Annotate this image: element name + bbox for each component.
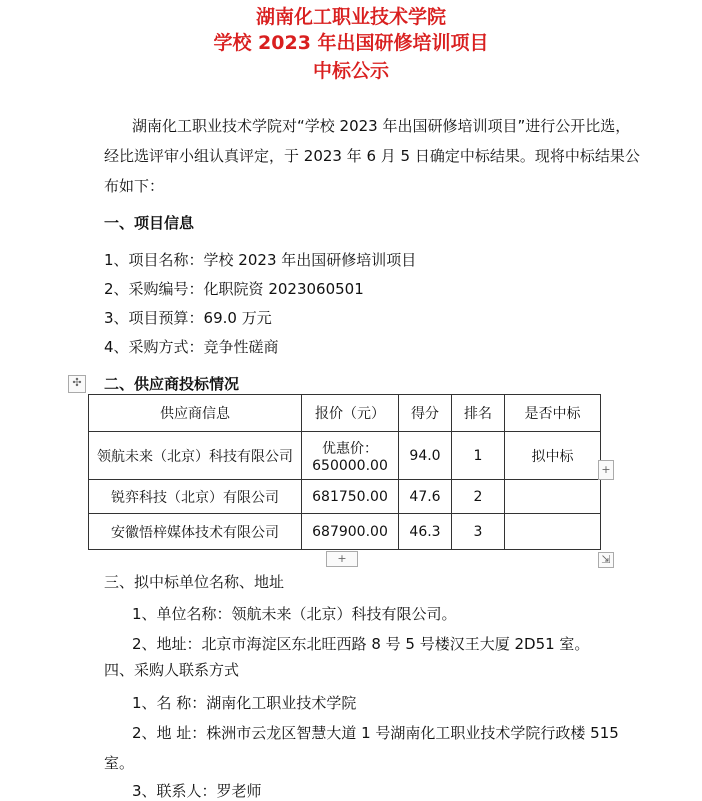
project-budget: 3、项目预算：69.0 万元 <box>104 309 272 327</box>
table-row <box>89 432 601 480</box>
price-label: 优惠价： <box>322 440 378 457</box>
title-line-3: 中标公示 <box>312 60 389 82</box>
intro-line-3: 布如下： <box>104 177 165 195</box>
table-header-row <box>89 395 601 432</box>
score-cell: 94.0 <box>399 432 452 480</box>
supplier-cell: 领航未来（北京）科技有限公司 <box>89 432 302 480</box>
supplier-cell: 安徽悟梓媒体技术有限公司 <box>89 514 302 550</box>
section-heading-bids: 二、供应商投标情况 <box>104 375 240 393</box>
price-cell: 681750.00 <box>302 480 399 514</box>
header-price: 报价（元） <box>302 395 399 432</box>
winner-cell <box>505 514 601 550</box>
purchaser-address: 2、地 址：株洲市云龙区智慧大道 1 号湖南化工职业技术学院行政楼 515 <box>132 724 619 742</box>
rank-cell: 3 <box>452 514 505 550</box>
title-line-1: 湖南化工职业技术学院 <box>255 6 446 28</box>
section-heading-project-info: 一、项目信息 <box>104 214 195 232</box>
intro-line-2: 经比选评审小组认真评定，于 2023 年 6 月 5 日确定中标结果。现将中标结果公 <box>104 147 640 165</box>
bid-table <box>88 394 601 550</box>
score-cell: 46.3 <box>399 514 452 550</box>
purchaser-address-cont: 室。 <box>104 754 135 772</box>
score-cell: 47.6 <box>399 480 452 514</box>
add-column-button[interactable]: + <box>598 460 614 480</box>
header-rank: 排名 <box>452 395 505 432</box>
table-row <box>89 514 601 550</box>
winner-address: 2、地址：北京市海淀区东北旺西路 8 号 5 号楼汉王大厦 2D51 室。 <box>132 635 590 653</box>
procurement-number: 2、采购编号：化职院资 2023060501 <box>104 280 364 298</box>
purchaser-contact: 3、联系人：罗老师 <box>132 782 262 800</box>
procurement-method: 4、采购方式：竞争性磋商 <box>104 338 279 356</box>
section-heading-winner: 三、拟中标单位名称、地址 <box>104 573 285 591</box>
project-name: 1、项目名称：学校 2023 年出国研修培训项目 <box>104 251 417 269</box>
price-value: 650000.00 <box>312 457 388 474</box>
intro-line-1: 湖南化工职业技术学院对“学校 2023 年出国研修培训项目”进行公开比选， <box>132 117 631 135</box>
winner-cell <box>505 480 601 514</box>
title-line-2: 学校 2023 年出国研修培训项目 <box>213 32 489 54</box>
price-cell: 687900.00 <box>302 514 399 550</box>
winner-name: 1、单位名称：领航未来（北京）科技有限公司。 <box>132 605 457 623</box>
supplier-cell: 锐弈科技（北京）有限公司 <box>89 480 302 514</box>
header-supplier: 供应商信息 <box>89 395 302 432</box>
price-cell <box>302 432 399 480</box>
table-row <box>89 480 601 514</box>
winner-cell: 拟中标 <box>505 432 601 480</box>
section-heading-contact: 四、采购人联系方式 <box>104 661 240 679</box>
rank-cell: 1 <box>452 432 505 480</box>
table-move-handle-icon[interactable]: ✣ <box>68 375 86 393</box>
header-winner: 是否中标 <box>505 395 601 432</box>
rank-cell: 2 <box>452 480 505 514</box>
header-score: 得分 <box>399 395 452 432</box>
add-row-button[interactable]: + <box>326 551 358 567</box>
purchaser-name: 1、名 称：湖南化工职业技术学院 <box>132 694 357 712</box>
table-resize-handle-icon[interactable]: ⇲ <box>598 552 614 568</box>
